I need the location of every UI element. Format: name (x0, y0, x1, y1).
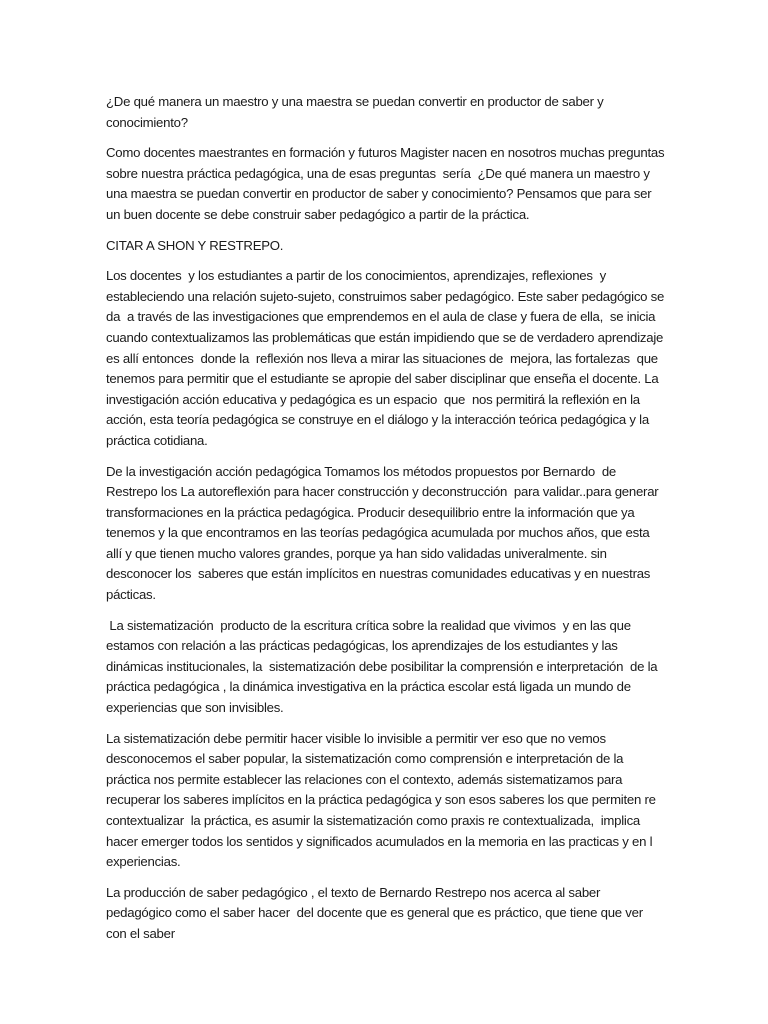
citation-note: CITAR A SHON Y RESTREPO. (106, 237, 284, 253)
document-page (106, 92, 666, 955)
question-paragraph: ¿De qué manera un maestro y una maestra se puedan convertir en productor de saber y conocimiento? (106, 94, 607, 130)
body-paragraph: La sistematización producto de la escritura crítica sobre la realidad que vivimos y en las que estamos con relación a las prácticas pedagógicas, los aprendizajes de los estudiantes y las dinámicas institucionales, la sistematización debe posibilitar la comprensión e interpretación de la práctica pedagógica , la dinámica investigativa en la práctica escolar está ligada un mundo de experiencias que son invisibles. (106, 617, 661, 716)
body-paragraph: Los docentes y los estudiantes a partir de los conocimientos, aprendizajes, reflexiones y estableciendo una relación sujeto-sujeto, construimos saber pedagógico. Este saber pedagógico se da a través de las investigaciones que emprendemos en el aula de clase y fuera de ella, se inicia cuando contextualizamos las problemáticas que están impidiendo que se de verdadero aprendizaje es allí entonces donde la reflexión nos lleva a mirar las situaciones de mejora, las fortalezas que tenemos para permitir que el estudiante se apropie del saber disciplinar que enseña el docente. La investigación acción educativa y pedagógica es un espacio que nos permitirá la reflexión en la acción, esta teoría pedagógica se construye en el diálogo y la interacción teórica pedagógica y la práctica cotidiana. (106, 268, 668, 448)
intro-paragraph: Como docentes maestrantes en formación y futuros Magister nacen en nosotros muchas preguntas sobre nuestra práctica pedagógica, una de esas preguntas sería ¿De qué manera un maestro y una maestra se puedan convertir en productor de saber y conocimiento? Pensamos que para ser un buen docente se debe construir saber pedagógico a partir de la práctica. (106, 145, 668, 222)
body-paragraph: La producción de saber pedagógico , el texto de Bernardo Restrepo nos acerca al saber pedagógico como el saber hacer del docente que es general que es práctico, que tiene que ver con el saber (106, 884, 647, 941)
body-paragraph: La sistematización debe permitir hacer visible lo invisible a permitir ver eso que no vemos desconocemos el saber popular, la sistematización como comprensión e interpretación de la práctica nos permite establecer las relaciones con el contexto, además sistematizamos para recuperar los saberes implícitos en la práctica pedagógica y son esos saberes los que permiten re contextualizar la práctica, es asumir la sistematización como praxis re contextualizada, implica hacer emerger todos los sentidos y significados acumulados en la memoria en las practicas y en l experiencias. (106, 730, 660, 870)
body-paragraph: De la investigación acción pedagógica Tomamos los métodos propuestos por Bernardo de Restrepo los La autoreflexión para hacer construcción y deconstrucción para validar..para generar transformaciones en la práctica pedagógica. Producir desequilibrio entre la información que ya tenemos y la que encontramos en las teorías pedagógica acumulada por muchos años, que esta allí y que tienen mucho valores grandes, porque ya han sido validadas univeralmente. sin desconocer los saberes que están implícitos en nuestras comunidades educativas y en nuestras pácticas. (106, 463, 662, 603)
